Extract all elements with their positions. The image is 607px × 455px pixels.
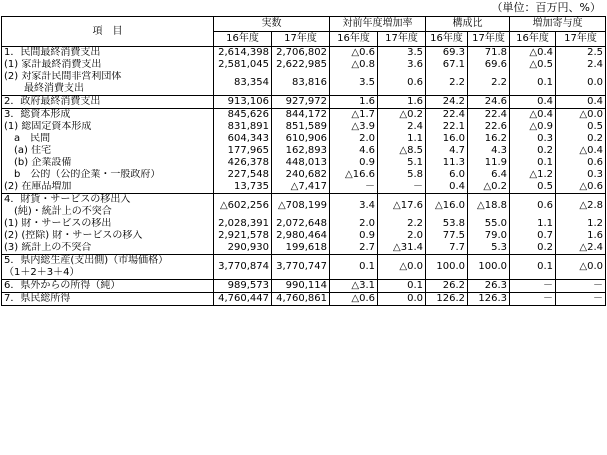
value-cell: 604,343 bbox=[214, 133, 272, 145]
value-cell: 6.4 bbox=[468, 169, 510, 181]
value-cell: 290,930 bbox=[214, 242, 272, 255]
value-cell: 3,770,747 bbox=[272, 255, 330, 280]
value-cell: － bbox=[378, 181, 426, 194]
table-row bbox=[2, 230, 606, 242]
header-year: 16年度 bbox=[510, 32, 556, 47]
value-cell: △7,417 bbox=[272, 181, 330, 194]
value-cell: 990,114 bbox=[272, 280, 330, 293]
value-cell: 26.3 bbox=[468, 280, 510, 293]
value-cell: 0.7 bbox=[510, 230, 556, 242]
row-label bbox=[2, 169, 214, 181]
value-cell: △0.5 bbox=[510, 59, 556, 71]
value-cell: △3.9 bbox=[330, 121, 378, 133]
value-cell: 0.6 bbox=[378, 71, 426, 96]
header-year: 16年度 bbox=[426, 32, 468, 47]
row-label bbox=[2, 181, 214, 194]
row-label-line: (2) (控除) 財・サービスの移入 bbox=[4, 230, 143, 241]
value-cell: 16.2 bbox=[468, 133, 510, 145]
row-label-line: （1＋2＋3＋4） bbox=[4, 267, 80, 278]
row-label bbox=[2, 109, 214, 122]
row-label bbox=[2, 255, 214, 280]
table-row bbox=[2, 169, 606, 181]
value-cell: 100.0 bbox=[468, 255, 510, 280]
value-cell: 0.4 bbox=[426, 181, 468, 194]
value-cell: 2,921,578 bbox=[214, 230, 272, 242]
value-cell: 0.2 bbox=[510, 242, 556, 255]
value-cell: 22.4 bbox=[426, 109, 468, 122]
value-cell: 927,972 bbox=[272, 96, 330, 109]
row-label-line: (純)・統計上の不突合 bbox=[4, 206, 112, 217]
value-cell: 5.3 bbox=[468, 242, 510, 255]
value-cell: 2,072,648 bbox=[272, 218, 330, 230]
row-label bbox=[2, 242, 214, 255]
value-cell: 2.0 bbox=[330, 218, 378, 230]
value-cell: 24.2 bbox=[426, 96, 468, 109]
value-cell: 2,622,985 bbox=[272, 59, 330, 71]
value-cell: 831,891 bbox=[214, 121, 272, 133]
value-cell: △0.4 bbox=[556, 145, 606, 157]
table-row bbox=[2, 59, 606, 71]
value-cell: △1.2 bbox=[510, 169, 556, 181]
value-cell: 199,618 bbox=[272, 242, 330, 255]
value-cell: △18.8 bbox=[468, 194, 510, 219]
value-cell: 4.6 bbox=[330, 145, 378, 157]
value-cell: 0.9 bbox=[330, 230, 378, 242]
row-label-line: b 公的（公的企業・一般政府） bbox=[4, 169, 161, 180]
value-cell: △0.8 bbox=[330, 59, 378, 71]
value-cell: △0.0 bbox=[378, 255, 426, 280]
value-cell: △0.6 bbox=[330, 293, 378, 306]
value-cell: 177,965 bbox=[214, 145, 272, 157]
value-cell: 0.1 bbox=[378, 280, 426, 293]
value-cell: △0.6 bbox=[330, 47, 378, 60]
value-cell: △2.8 bbox=[556, 194, 606, 219]
row-label bbox=[2, 71, 214, 96]
table-row bbox=[2, 280, 606, 293]
row-label bbox=[2, 133, 214, 145]
value-cell: 3.6 bbox=[378, 59, 426, 71]
row-label-line: (2) 在庫品増加 bbox=[4, 181, 72, 192]
value-cell: △0.6 bbox=[556, 181, 606, 194]
table-row bbox=[2, 71, 606, 96]
value-cell: 69.3 bbox=[426, 47, 468, 60]
header-year: 17年度 bbox=[272, 32, 330, 47]
statistics-table bbox=[1, 16, 606, 306]
header-group-growth: 対前年度増加率 bbox=[330, 17, 426, 32]
value-cell: △17.6 bbox=[378, 194, 426, 219]
row-label-line: 6．県外からの所得（純） bbox=[4, 280, 121, 291]
value-cell: △0.0 bbox=[556, 255, 606, 280]
value-cell: 7.7 bbox=[426, 242, 468, 255]
table-row bbox=[2, 145, 606, 157]
value-cell: 2.0 bbox=[378, 230, 426, 242]
value-cell: － bbox=[330, 181, 378, 194]
header-year: 17年度 bbox=[378, 32, 426, 47]
value-cell: 845,626 bbox=[214, 109, 272, 122]
row-label-line: 5．県内総生産(支出側)（市場価格） bbox=[4, 255, 169, 266]
value-cell: 24.6 bbox=[468, 96, 510, 109]
row-label-line: 7．県民総所得 bbox=[4, 293, 71, 304]
value-cell: 0.1 bbox=[510, 71, 556, 96]
value-cell: 240,682 bbox=[272, 169, 330, 181]
value-cell: 2,980,464 bbox=[272, 230, 330, 242]
value-cell: △1.7 bbox=[330, 109, 378, 122]
value-cell: 844,172 bbox=[272, 109, 330, 122]
value-cell: 1.6 bbox=[556, 230, 606, 242]
value-cell: 2.0 bbox=[330, 133, 378, 145]
value-cell: △0.9 bbox=[510, 121, 556, 133]
value-cell: 0.2 bbox=[556, 133, 606, 145]
value-cell: 69.6 bbox=[468, 59, 510, 71]
row-label bbox=[2, 121, 214, 133]
value-cell: 22.4 bbox=[468, 109, 510, 122]
row-label bbox=[2, 145, 214, 157]
value-cell: 851,589 bbox=[272, 121, 330, 133]
value-cell: 426,378 bbox=[214, 157, 272, 169]
row-label-line: 4．財貨・サービスの移出入 bbox=[4, 194, 131, 205]
value-cell: 55.0 bbox=[468, 218, 510, 230]
value-cell: △0.2 bbox=[468, 181, 510, 194]
table-row bbox=[2, 47, 606, 60]
value-cell: 0.4 bbox=[510, 96, 556, 109]
value-cell: 83,354 bbox=[214, 71, 272, 96]
value-cell: 989,573 bbox=[214, 280, 272, 293]
value-cell: 79.0 bbox=[468, 230, 510, 242]
value-cell: 53.8 bbox=[426, 218, 468, 230]
row-label-line: 2．政府最終消費支出 bbox=[4, 96, 101, 107]
value-cell: 2.2 bbox=[426, 71, 468, 96]
value-cell: 2,028,391 bbox=[214, 218, 272, 230]
value-cell: 2.5 bbox=[556, 47, 606, 60]
row-label-line: (2) 対家計民間非営利団体 bbox=[4, 71, 122, 82]
header-item: 項 目 bbox=[2, 17, 214, 47]
value-cell: 4,760,447 bbox=[214, 293, 272, 306]
value-cell: 22.1 bbox=[426, 121, 468, 133]
row-label bbox=[2, 218, 214, 230]
value-cell: 11.9 bbox=[468, 157, 510, 169]
row-label-line: (1) 財・サービスの移出 bbox=[4, 218, 112, 229]
row-label-line: (1) 家計最終消費支出 bbox=[4, 59, 102, 70]
value-cell: 448,013 bbox=[272, 157, 330, 169]
header-year: 17年度 bbox=[556, 32, 606, 47]
table-row bbox=[2, 293, 606, 306]
value-cell: 0.2 bbox=[510, 145, 556, 157]
table-row bbox=[2, 133, 606, 145]
row-label-line: (3) 統計上の不突合 bbox=[4, 242, 92, 253]
row-label bbox=[2, 280, 214, 293]
value-cell: △602,256 bbox=[214, 194, 272, 219]
value-cell: 913,106 bbox=[214, 96, 272, 109]
value-cell: 0.1 bbox=[510, 157, 556, 169]
header-year: 16年度 bbox=[330, 32, 378, 47]
header-year: 16年度 bbox=[214, 32, 272, 47]
value-cell: － bbox=[510, 280, 556, 293]
value-cell: 71.8 bbox=[468, 47, 510, 60]
row-label bbox=[2, 230, 214, 242]
value-cell: △0.0 bbox=[556, 109, 606, 122]
value-cell: 0.5 bbox=[556, 121, 606, 133]
header-year: 17年度 bbox=[468, 32, 510, 47]
row-label-line: (a) 住宅 bbox=[4, 145, 52, 156]
value-cell: 1.2 bbox=[556, 218, 606, 230]
table-row bbox=[2, 194, 606, 219]
value-cell: 83,816 bbox=[272, 71, 330, 96]
value-cell: 5.1 bbox=[378, 157, 426, 169]
value-cell: 0.0 bbox=[378, 293, 426, 306]
row-label bbox=[2, 96, 214, 109]
row-label-line: a 民間 bbox=[4, 133, 51, 144]
value-cell: 1.6 bbox=[330, 96, 378, 109]
value-cell: 162,893 bbox=[272, 145, 330, 157]
table-row bbox=[2, 181, 606, 194]
value-cell: △16.6 bbox=[330, 169, 378, 181]
value-cell: △0.4 bbox=[510, 47, 556, 60]
value-cell: △0.2 bbox=[378, 109, 426, 122]
value-cell: 11.3 bbox=[426, 157, 468, 169]
table-row bbox=[2, 157, 606, 169]
row-label-line: 1．民間最終消費支出 bbox=[4, 47, 101, 58]
table-row bbox=[2, 255, 606, 280]
row-label-line: 3．総資本形成 bbox=[4, 109, 71, 120]
value-cell: 5.8 bbox=[378, 169, 426, 181]
value-cell: 0.6 bbox=[556, 157, 606, 169]
value-cell: 0.3 bbox=[556, 169, 606, 181]
value-cell: 2,614,398 bbox=[214, 47, 272, 60]
header-group-contribution: 増加寄与度 bbox=[510, 17, 606, 32]
value-cell: △0.4 bbox=[510, 109, 556, 122]
table-row bbox=[2, 96, 606, 109]
header-group-share: 構成比 bbox=[426, 17, 510, 32]
value-cell: 0.9 bbox=[330, 157, 378, 169]
row-label bbox=[2, 47, 214, 60]
value-cell: 2.4 bbox=[556, 59, 606, 71]
value-cell: 0.0 bbox=[556, 71, 606, 96]
value-cell: 2.2 bbox=[378, 218, 426, 230]
value-cell: 2.4 bbox=[378, 121, 426, 133]
value-cell: 126.2 bbox=[426, 293, 468, 306]
value-cell: 2.2 bbox=[468, 71, 510, 96]
table-row bbox=[2, 109, 606, 122]
value-cell: △3.1 bbox=[330, 280, 378, 293]
value-cell: － bbox=[510, 293, 556, 306]
value-cell: △708,199 bbox=[272, 194, 330, 219]
value-cell: － bbox=[556, 293, 606, 306]
row-label-line: 最終消費支出 bbox=[4, 83, 84, 94]
value-cell: 4.3 bbox=[468, 145, 510, 157]
value-cell: 2.7 bbox=[330, 242, 378, 255]
value-cell: 100.0 bbox=[426, 255, 468, 280]
value-cell: 13,735 bbox=[214, 181, 272, 194]
value-cell: 0.1 bbox=[510, 255, 556, 280]
value-cell: 1.6 bbox=[378, 96, 426, 109]
value-cell: 0.6 bbox=[510, 194, 556, 219]
value-cell: 22.6 bbox=[468, 121, 510, 133]
value-cell: 4,760,861 bbox=[272, 293, 330, 306]
table-row bbox=[2, 218, 606, 230]
value-cell: 3.5 bbox=[330, 71, 378, 96]
value-cell: 3.4 bbox=[330, 194, 378, 219]
value-cell: 126.3 bbox=[468, 293, 510, 306]
value-cell: 4.7 bbox=[426, 145, 468, 157]
value-cell: 610,906 bbox=[272, 133, 330, 145]
value-cell: 26.2 bbox=[426, 280, 468, 293]
value-cell: 0.1 bbox=[330, 255, 378, 280]
row-label bbox=[2, 293, 214, 306]
value-cell: 3,770,874 bbox=[214, 255, 272, 280]
value-cell: 77.5 bbox=[426, 230, 468, 242]
value-cell: 1.1 bbox=[378, 133, 426, 145]
value-cell: △31.4 bbox=[378, 242, 426, 255]
value-cell: △16.0 bbox=[426, 194, 468, 219]
value-cell: － bbox=[556, 280, 606, 293]
value-cell: 6.0 bbox=[426, 169, 468, 181]
value-cell: 2,706,802 bbox=[272, 47, 330, 60]
value-cell: 16.0 bbox=[426, 133, 468, 145]
row-label bbox=[2, 59, 214, 71]
value-cell: 1.1 bbox=[510, 218, 556, 230]
row-label bbox=[2, 157, 214, 169]
value-cell: 0.4 bbox=[556, 96, 606, 109]
value-cell: 0.5 bbox=[510, 181, 556, 194]
value-cell: 67.1 bbox=[426, 59, 468, 71]
row-label-line: (b) 企業設備 bbox=[4, 157, 72, 168]
table-row bbox=[2, 242, 606, 255]
value-cell: 2,581,045 bbox=[214, 59, 272, 71]
row-label bbox=[2, 194, 214, 219]
value-cell: 0.3 bbox=[510, 133, 556, 145]
unit-note: （単位：百万円、%） bbox=[491, 1, 601, 14]
value-cell: 227,548 bbox=[214, 169, 272, 181]
value-cell: △2.4 bbox=[556, 242, 606, 255]
row-label-line: (1) 総固定資本形成 bbox=[4, 121, 92, 132]
value-cell: 3.5 bbox=[378, 47, 426, 60]
header-group-actual: 実数 bbox=[214, 17, 330, 32]
value-cell: △8.5 bbox=[378, 145, 426, 157]
table-row bbox=[2, 121, 606, 133]
